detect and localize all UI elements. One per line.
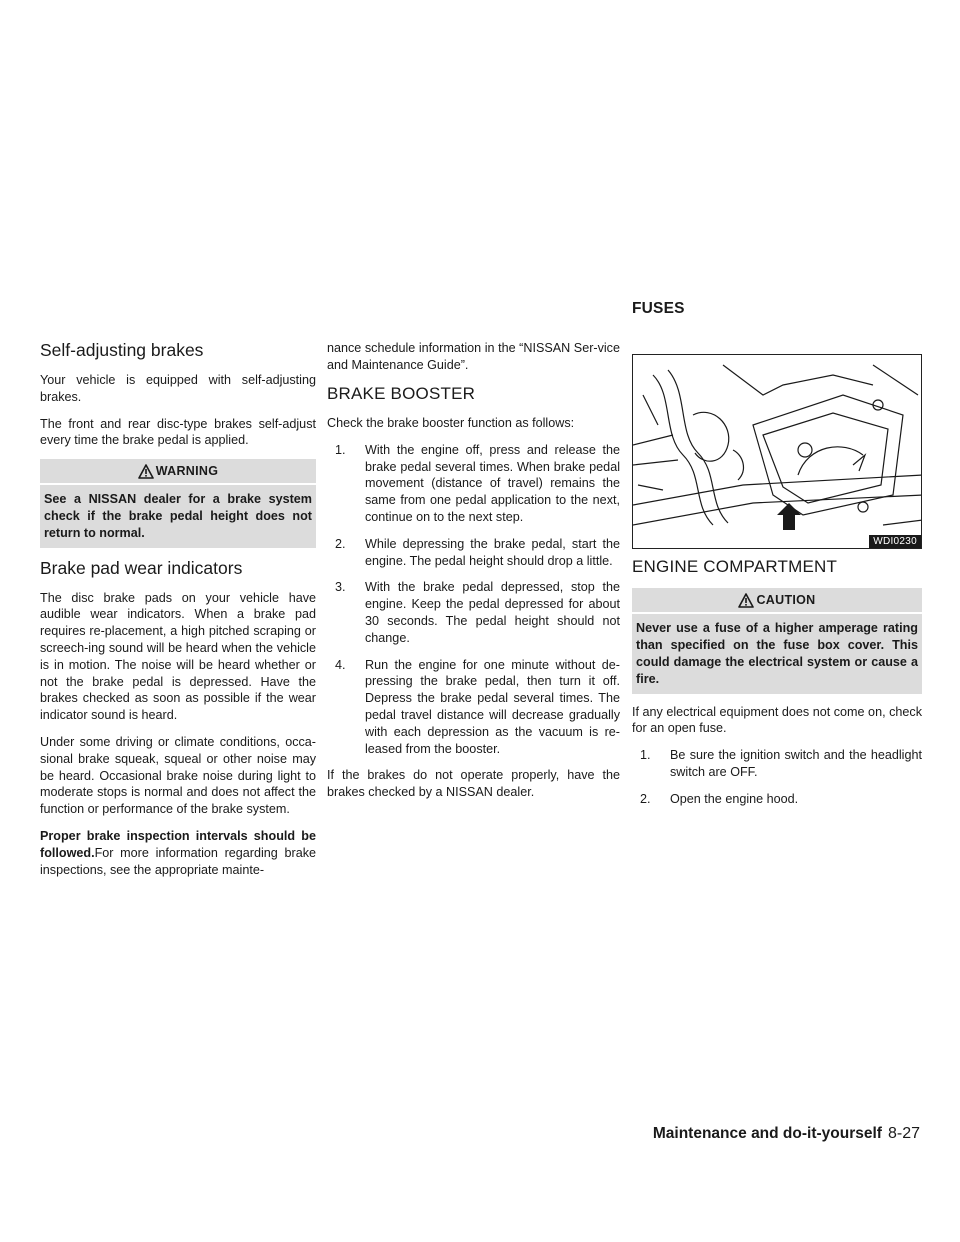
- step-text: Run the engine for one minute without de-pressing the brake pedal, then turn it off. Depress the brake pedal several times. The pedal travel distance will decrease gradually with each depression as the vacuum is re-leased from the booster.: [365, 657, 620, 756]
- list-item: [327, 442, 620, 526]
- paragraph: [40, 828, 316, 878]
- booster-steps-list: [327, 442, 620, 758]
- caution-label: CAUTION: [756, 593, 816, 608]
- step-text: With the engine off, press and release the brake pedal several times. When brake pedal movement (distance of travel) remains the same from one pedal application to the next, continue on to the next step.: [365, 442, 620, 524]
- warning-header: [40, 459, 316, 483]
- step-number: 4.: [335, 657, 346, 672]
- step-number: 2.: [640, 791, 651, 806]
- warning-text: See a NISSAN dealer for a brake system check if the brake pedal height does not return to normal.: [40, 485, 316, 547]
- step-number: 1.: [335, 442, 346, 457]
- paragraph: Check the brake booster function as follows:: [327, 415, 575, 430]
- paragraph-text: For more information regarding brake inspections, see the appropriate mainte-: [40, 845, 316, 877]
- caution-header: [632, 588, 922, 612]
- step-text: Open the engine hood.: [670, 791, 799, 806]
- paragraph: If the brakes do not operate properly, have the brakes checked by a NISSAN dealer.: [327, 768, 620, 800]
- step-number: 1.: [640, 748, 651, 763]
- list-item: [327, 657, 620, 758]
- caution-box: [632, 588, 922, 693]
- paragraph: The front and rear disc-type brakes self-adjust every time the brake pedal is applied.: [40, 416, 316, 448]
- figure-code: WDI0230: [869, 535, 921, 548]
- paragraph: Under some driving or climate conditions, occa-sional brake squeak, squeal or other noise may be heard. Occasional brake noise during light to moderate stops is normal and does not affect the function or performance of the brake system.: [40, 734, 316, 817]
- section-title: FUSES: [632, 300, 685, 317]
- warning-triangle-icon: [138, 464, 154, 479]
- column-right: [632, 340, 922, 818]
- engine-compartment-figure: [632, 354, 922, 549]
- footer-section-name: Maintenance and do-it-yourself: [652, 1125, 882, 1142]
- paragraph: If any electrical equipment does not come on, check for an open fuse.: [632, 704, 922, 736]
- paragraph: Your vehicle is equipped with self-adjusting brakes.: [40, 373, 316, 404]
- step-text: With the brake pedal depressed, stop the engine. Keep the pedal depressed for about 30 seconds. The pedal height should not change.: [365, 580, 620, 645]
- engine-compartment-illustration: [633, 355, 922, 549]
- heading-brake-booster: BRAKE BOOSTER: [327, 383, 476, 403]
- list-item: [327, 579, 620, 646]
- caution-text: Never use a fuse of a higher amperage rating than specified on the fuse box cover. This could damage the electrical system or cause a fire.: [632, 614, 922, 693]
- heading-self-adjusting-brakes: Self-adjusting brakes: [40, 340, 204, 360]
- bold-lead-text: Proper brake inspection intervals should be followed.: [40, 828, 316, 860]
- column-left: [40, 340, 316, 888]
- step-number: 2.: [335, 536, 346, 551]
- page-footer: [653, 1125, 920, 1143]
- page-number: 8-27: [887, 1125, 920, 1142]
- heading-brake-pad-wear-indicators: Brake pad wear indicators: [40, 557, 243, 578]
- fuse-check-steps-list: [632, 747, 922, 807]
- heading-engine-compartment: ENGINE COMPARTMENT: [632, 557, 838, 576]
- step-text: Be sure the ignition switch and the headlight switch are OFF.: [670, 748, 922, 779]
- step-text: While depressing the brake pedal, start the engine. The pedal height should drop a little.: [365, 536, 620, 568]
- list-item: [327, 536, 620, 570]
- paragraph: The disc brake pads on your vehicle have audible wear indicators. When a brake pad requires re-placement, a high pitched scraping or screech-ing sound will be heard when the vehicle is in motion. The noise will be heard whether or not the brake pedal is depressed. Have the brakes checked as soon as possible if the wear indicator sound is heard.: [40, 590, 316, 723]
- column-middle: [327, 340, 620, 811]
- list-item: [632, 747, 922, 781]
- warning-label: WARNING: [155, 464, 219, 479]
- caution-triangle-icon: [738, 593, 754, 608]
- step-number: 3.: [335, 580, 346, 595]
- warning-box: [40, 459, 316, 547]
- list-item: [632, 791, 922, 808]
- paragraph: nance schedule information in the “NISSAN Ser-vice and Maintenance Guide”.: [327, 341, 620, 372]
